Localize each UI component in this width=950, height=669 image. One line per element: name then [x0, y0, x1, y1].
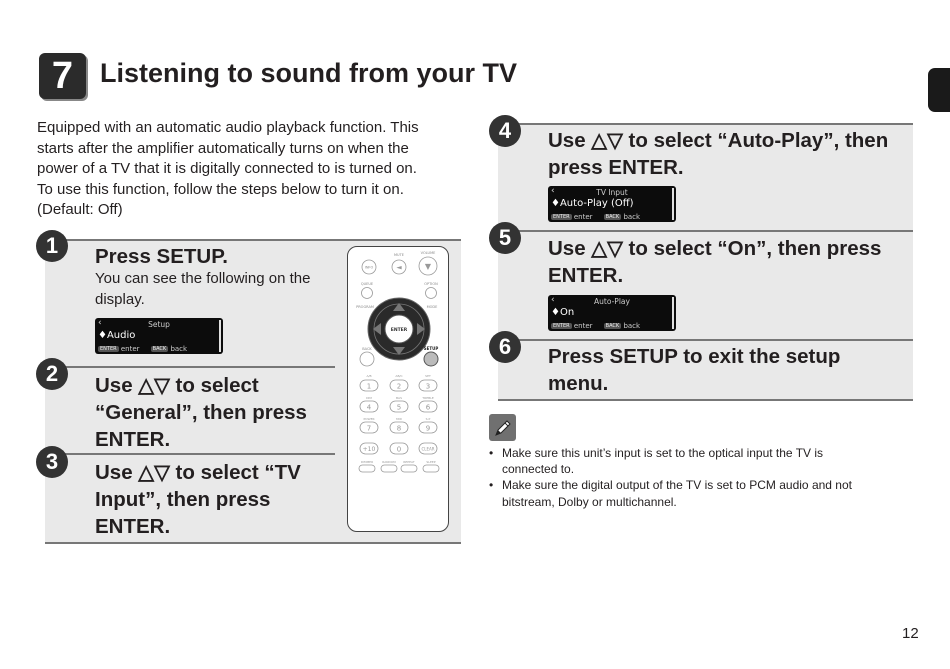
back-key-label: BACK	[605, 323, 620, 329]
step-line: Input”, then press	[95, 488, 271, 511]
remote-label-dimmer: DIMMER	[360, 460, 374, 464]
queue-button	[362, 288, 373, 299]
remote-label-set: SET	[425, 374, 431, 378]
intro-line: (Default: Off)	[37, 201, 123, 219]
remote-label-volume: VOLUME	[420, 251, 436, 255]
rule	[498, 230, 913, 232]
enter-key-label: ENTER	[100, 346, 117, 352]
step-sub-line: You can see the following on the	[95, 270, 311, 287]
notes-list	[488, 445, 898, 510]
rule	[45, 453, 335, 455]
display-setup	[95, 318, 223, 354]
step-line: Use △▽ to select “Auto-Play”, then	[548, 129, 889, 152]
side-tab-marker	[928, 68, 950, 112]
remote-label-setup: SETUP	[423, 346, 439, 351]
enter-label: enter	[120, 345, 140, 353]
step-number-5: 5	[489, 222, 521, 254]
enter-key-label: ENTER	[553, 214, 570, 220]
remote-label-power: POWER	[363, 417, 375, 421]
remote-label-mode: MODE	[426, 305, 438, 309]
remote-label-sp: S.P	[425, 417, 431, 421]
sleep-button	[423, 465, 439, 472]
remote-label-program: PROGRAM	[356, 305, 374, 309]
display-footer	[98, 345, 187, 353]
step-number-2: 2	[36, 358, 68, 390]
scrollbar	[672, 297, 674, 329]
option-button	[426, 288, 437, 299]
section-number-badge: 7	[39, 53, 86, 99]
step-line: ENTER.	[548, 264, 624, 287]
display-value: ♦On	[551, 307, 575, 318]
digit-label: 3	[425, 382, 431, 391]
step-line: Press SETUP to exit the setup	[548, 345, 841, 368]
remote-label-plus10: +10	[362, 446, 376, 453]
display-footer	[551, 213, 640, 221]
step-6-instruction	[548, 343, 840, 397]
remote-label-mid: MID	[396, 417, 402, 421]
rule	[45, 239, 461, 241]
remote-label-info: INFO	[364, 265, 374, 270]
chevron-left-icon: ‹	[98, 318, 102, 328]
page-number: 12	[902, 625, 919, 642]
digit-label: 1	[366, 382, 372, 391]
scrollbar	[219, 320, 221, 352]
digit-label: 0	[396, 445, 402, 454]
display-caption: TV Input	[596, 188, 628, 197]
back-button	[360, 352, 374, 366]
digit-label: 5	[396, 403, 402, 412]
step-sub-line: display.	[95, 290, 145, 308]
intro-line: starts after the amplifier automatically turns on when the	[37, 139, 409, 157]
back-label: back	[623, 213, 641, 221]
setup-button	[424, 352, 438, 366]
random-button	[381, 465, 397, 472]
remote-label-option: OPTION	[424, 282, 438, 286]
step-number-6: 6	[489, 331, 521, 363]
step-line: press ENTER.	[548, 156, 684, 179]
digit-label: 6	[425, 403, 431, 412]
remote-label-clear: CLEAR	[421, 446, 435, 452]
volume-down-icon: ▼	[424, 262, 432, 271]
note-item	[488, 445, 898, 477]
back-key-label: BACK	[605, 214, 620, 220]
enter-key-label: ENTER	[553, 323, 570, 329]
display-footer	[551, 322, 640, 330]
step-line: “General”, then press	[95, 401, 307, 424]
step-number-1: 1	[36, 230, 68, 262]
note-line: • Make sure this unit’s input is set to the optical input the TV is	[502, 446, 824, 460]
rule	[498, 399, 913, 401]
rule	[498, 123, 913, 125]
digit-label: 2	[396, 382, 402, 391]
enter-label: enter	[573, 322, 593, 330]
back-label: back	[623, 322, 641, 330]
remote-control-illustration	[347, 246, 449, 532]
chevron-left-icon: ‹	[551, 186, 555, 196]
remote-label-ab: A/B	[366, 374, 372, 378]
remote-label-sleep: SLEEP	[426, 460, 436, 464]
step-line: ENTER.	[95, 515, 171, 538]
mute-icon: ◄	[396, 263, 402, 272]
chevron-left-icon: ‹	[551, 295, 555, 305]
remote-label-bas: BAS	[395, 396, 403, 400]
remote-label-mute: MUTE	[394, 253, 404, 257]
back-label: back	[170, 345, 188, 353]
remote-label-back: BACK	[362, 347, 372, 351]
remote-label-treble: TREBLE	[422, 396, 434, 400]
display-value: ♦Auto-Play (Off)	[551, 198, 634, 209]
step-number-4: 4	[489, 115, 521, 147]
note-line: • Make sure the digital output of the TV is set to PCM audio and not	[502, 478, 852, 493]
step-1-subtext	[95, 269, 310, 310]
scrollbar	[672, 188, 674, 220]
display-caption: Auto-Play	[594, 297, 630, 306]
digit-label: 7	[366, 424, 372, 433]
step-2-instruction	[95, 372, 307, 453]
remote-label-random: RANDOM	[382, 460, 396, 464]
note-line: connected to.	[502, 462, 575, 477]
step-3-instruction	[95, 459, 301, 540]
note-item	[488, 477, 898, 509]
step-line: Use △▽ to select “TV	[95, 461, 301, 484]
remote-label-dim: DIM	[366, 396, 372, 400]
repeat-button	[401, 465, 417, 472]
remote-label-enter: ENTER	[390, 328, 408, 333]
display-auto-play	[548, 295, 676, 331]
step-line: ENTER.	[95, 428, 171, 451]
step-4-instruction	[548, 127, 888, 181]
step-line: Press SETUP.	[95, 245, 228, 268]
step-line: Use △▽ to select	[95, 374, 259, 397]
intro-line: power of a TV that it is digitally connected to is turned on.	[37, 160, 417, 178]
rule	[45, 542, 461, 544]
display-value: ♦Audio	[98, 330, 136, 341]
step-5-instruction	[548, 235, 881, 289]
step-1-instruction	[95, 243, 228, 270]
step-line: menu.	[548, 372, 609, 395]
section-title: Listening to sound from your TV	[100, 58, 517, 88]
remote-label-repeat: REPEAT	[403, 460, 415, 464]
enter-label: enter	[573, 213, 593, 221]
rule	[498, 339, 913, 341]
digit-label: 9	[425, 424, 431, 433]
display-caption: Setup	[148, 320, 170, 329]
remote-label-ab-c: AB/C	[395, 374, 403, 378]
step-number-3: 3	[36, 446, 68, 478]
pencil-icon	[489, 414, 516, 441]
intro-line: To use this function, follow the steps below to turn it on.	[37, 180, 404, 198]
digit-label: 8	[396, 424, 402, 433]
dimmer-button	[359, 465, 375, 472]
display-tv-input	[548, 186, 676, 222]
rule	[45, 366, 335, 368]
step-line: Use △▽ to select “On”, then press	[548, 237, 882, 260]
remote-label-queue: QUEUE	[360, 282, 374, 286]
intro-line: Equipped with an automatic audio playback function. This	[37, 119, 419, 136]
note-line: bitstream, Dolby or multichannel.	[502, 494, 677, 509]
back-key-label: BACK	[152, 346, 167, 352]
intro-paragraph	[37, 118, 457, 221]
digit-label: 4	[366, 403, 372, 412]
